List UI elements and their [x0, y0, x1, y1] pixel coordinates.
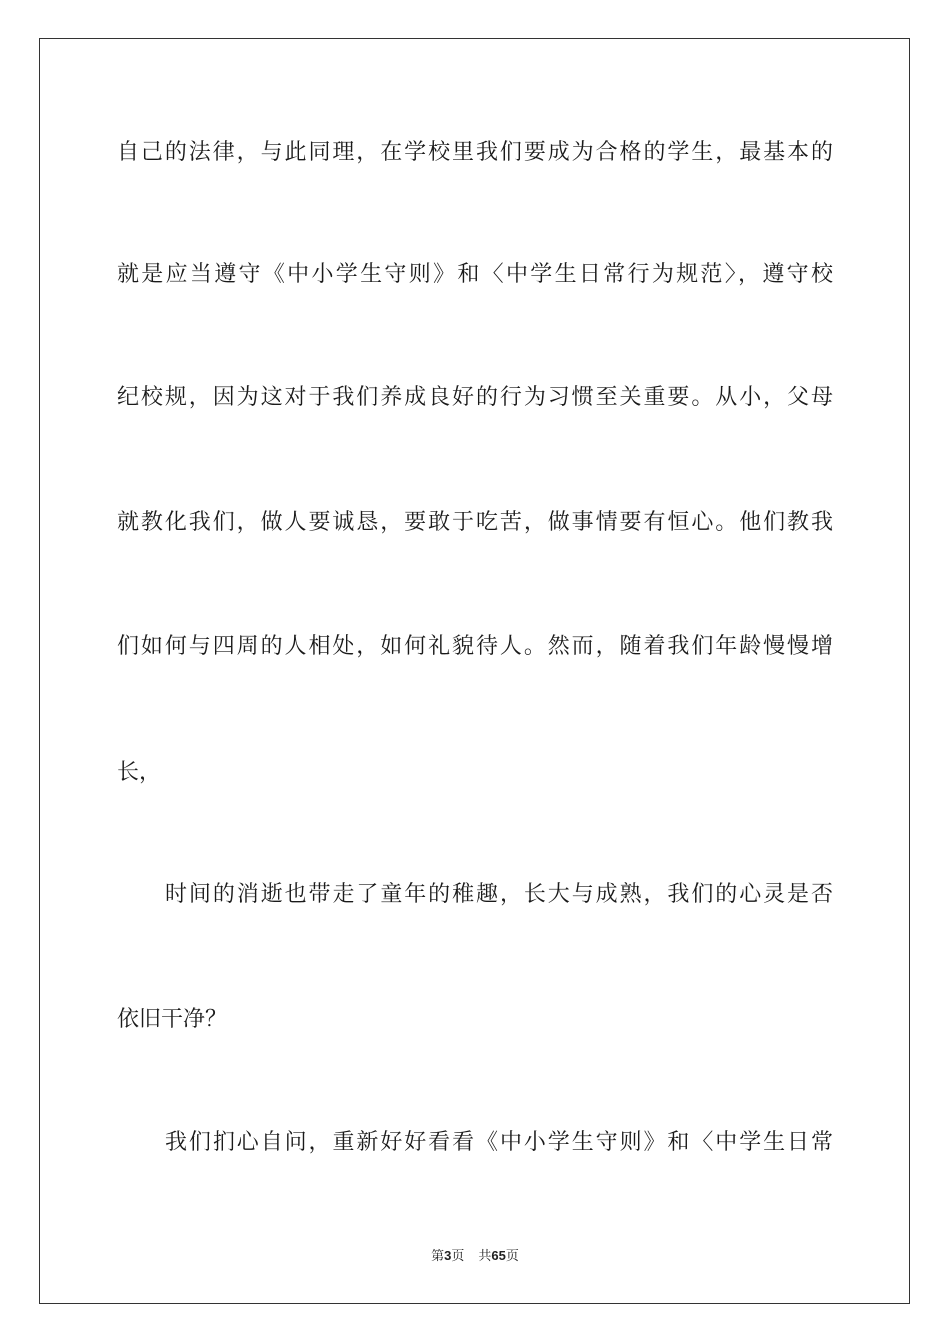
- body-text-line-7: 时间的消逝也带走了童年的稚趣，长大与成熟，我们的心灵是否: [165, 882, 833, 907]
- footer-total-pages: 65: [491, 1248, 506, 1263]
- page-footer: [0, 1248, 950, 1265]
- body-text-line-5: 们如何与四周的人相处，如何礼貌待人。然而，随着我们年龄慢慢增: [117, 634, 833, 659]
- body-text-line-8: 依旧干净？: [117, 1007, 228, 1032]
- body-text-line-3: 纪校规，因为这对于我们养成良好的行为习惯至关重要。从小，父母: [117, 385, 833, 410]
- body-text-line-1: 自己的法律，与此同理，在学校里我们要成为合格的学生，最基本的: [117, 140, 833, 165]
- body-text-line-6: 长，: [117, 760, 162, 785]
- footer-page-number: 3: [444, 1248, 452, 1263]
- page-border: [39, 38, 910, 1304]
- footer-total-prefix: 共: [478, 1249, 492, 1264]
- footer-total-suffix: 页: [505, 1249, 519, 1264]
- footer-page-suffix: 页: [451, 1249, 465, 1264]
- footer-page-prefix: 第: [431, 1249, 445, 1264]
- body-text-line-4: 就教化我们，做人要诚恳，要敢于吃苦，做事情要有恒心。他们教我: [117, 510, 833, 535]
- body-text-line-9: 我们扪心自问，重新好好看看《中小学生守则》和〈中学生日常: [165, 1130, 833, 1155]
- body-text-line-2: 就是应当遵守《中小学生守则》和〈中学生日常行为规范〉，遵守校: [117, 262, 833, 287]
